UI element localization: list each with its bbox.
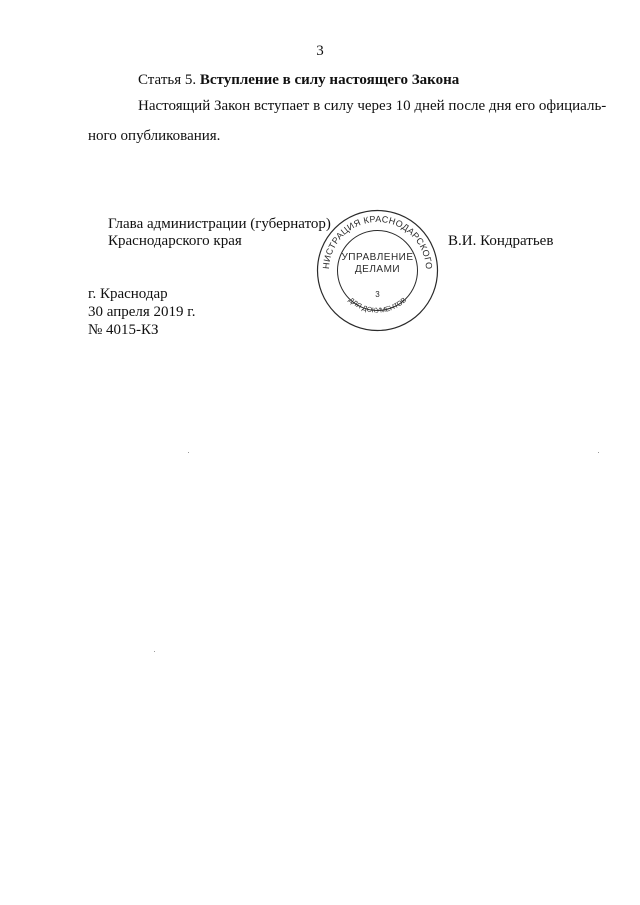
scan-speck [188,452,189,453]
stamp-center-line-2: ДЕЛАМИ [354,264,401,275]
svg-text:ДЛЯ ДОКУМЕНТОВ [347,297,408,315]
stamp-ring-bottom-text: ДЛЯ ДОКУМЕНТОВ [346,296,409,315]
law-number: № 4015-КЗ [88,322,159,338]
article-text-line-1: Настоящий Закон вступает в силу через 10 дней после дня его официаль- [138,98,607,114]
stamp-ring-top-text: АДМИНИСТРАЦИЯ КРАСНОДАРСКОГО КРАЯ [311,200,435,270]
page-number: 3 [316,43,324,59]
signatory-title-line-1: Глава администрации (губернатор) [108,216,331,232]
article-heading [138,72,459,89]
signing-date: 30 апреля 2019 г. [88,304,196,320]
scan-speck [154,651,155,652]
article-prefix: Статья 5. [138,72,200,88]
stamp-center-number: 3 [375,290,380,299]
stamp-center-line-1: УПРАВЛЕНИЕ [341,252,414,263]
signatory-name: В.И. Кондратьев [448,233,554,249]
signing-place: г. Краснодар [88,286,168,302]
official-stamp [311,200,440,333]
article-text-line-2: ного опубликования. [88,128,221,144]
article-title: Вступление в силу настоящего Закона [199,72,460,88]
scan-speck [598,452,599,453]
signatory-title-line-2: Краснодарского края [108,233,242,249]
